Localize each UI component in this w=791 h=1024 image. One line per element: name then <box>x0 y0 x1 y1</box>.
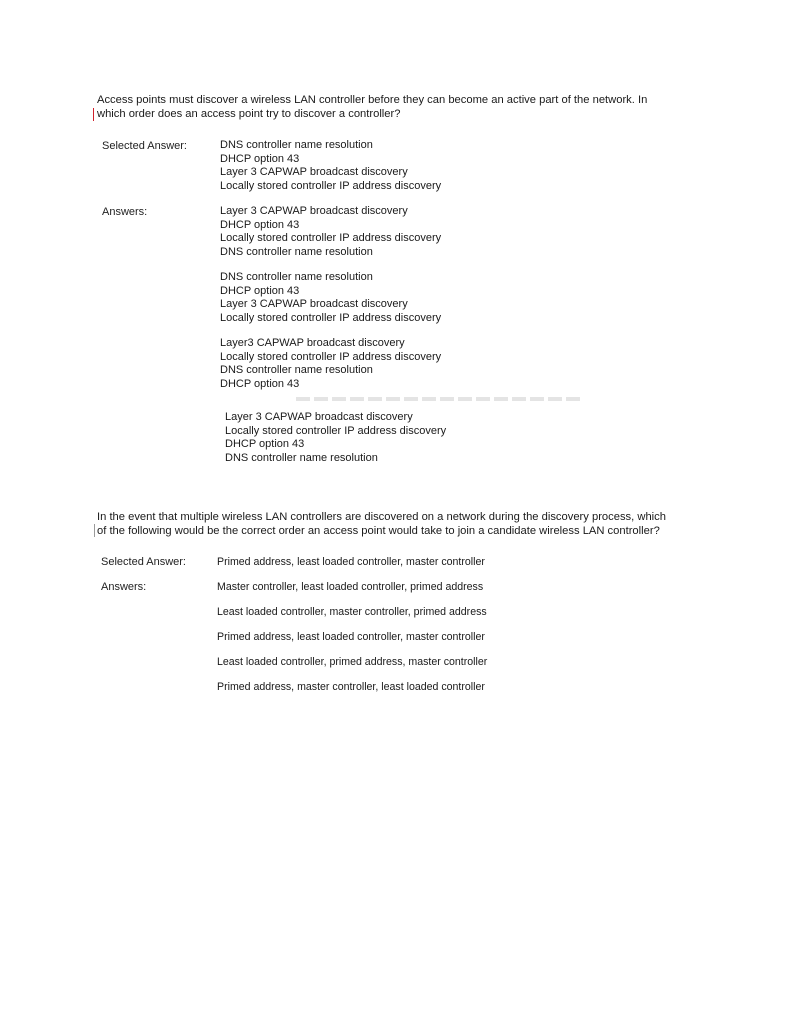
q1-answers-label: Answers: <box>102 206 148 218</box>
q1-answer-option-4: Layer 3 CAPWAP broadcast discovery Locally stored controller IP address discovery DHCP option 43 DNS controller name resolution <box>225 411 447 464</box>
q1-selected-answer: DNS controller name resolution DHCP option 43 Layer 3 CAPWAP broadcast discovery Locally stored controller IP address discovery <box>220 139 442 192</box>
q2-selected-answer-label: Selected Answer: <box>101 556 186 568</box>
q2-answer-option-1: Master controller, least loaded controller, primed address <box>217 581 484 593</box>
q1-answer-option-2: DNS controller name resolution DHCP option 43 Layer 3 CAPWAP broadcast discovery Locally stored controller IP address discovery <box>220 271 442 324</box>
q2-answer-option-5: Primed address, master controller, least loaded controller <box>217 681 485 693</box>
q1-answer-option-3: Layer3 CAPWAP broadcast discovery Locally stored controller IP address discovery DNS controller name resolution DHCP option 43 <box>220 337 442 390</box>
q2-answer-option-2: Least loaded controller, master controller, primed address <box>217 606 487 618</box>
text-cursor-marker-2 <box>94 524 95 537</box>
q1-selected-answer-label: Selected Answer: <box>102 140 187 152</box>
q2-answer-option-3: Primed address, least loaded controller, master controller <box>217 631 485 643</box>
q2-selected-answer: Primed address, least loaded controller, master controller <box>217 556 485 568</box>
faint-scan-artifact <box>296 397 584 401</box>
q2-answer-option-4: Least loaded controller, primed address, master controller <box>217 656 488 668</box>
question-2-text: In the event that multiple wireless LAN controllers are discovered on a network during the discovery process, which of the following would be the correct order an access point would take to join a candidate wireless LAN controller? <box>97 511 666 537</box>
q2-answers-label: Answers: <box>101 581 147 593</box>
text-cursor-marker <box>93 108 94 121</box>
q1-answer-option-1: Layer 3 CAPWAP broadcast discovery DHCP option 43 Locally stored controller IP address discovery DNS controller name resolution <box>220 205 442 258</box>
question-1-text: Access points must discover a wireless LAN controller before they can become an active part of the network. In which order does an access point try to discover a controller? <box>97 94 648 120</box>
